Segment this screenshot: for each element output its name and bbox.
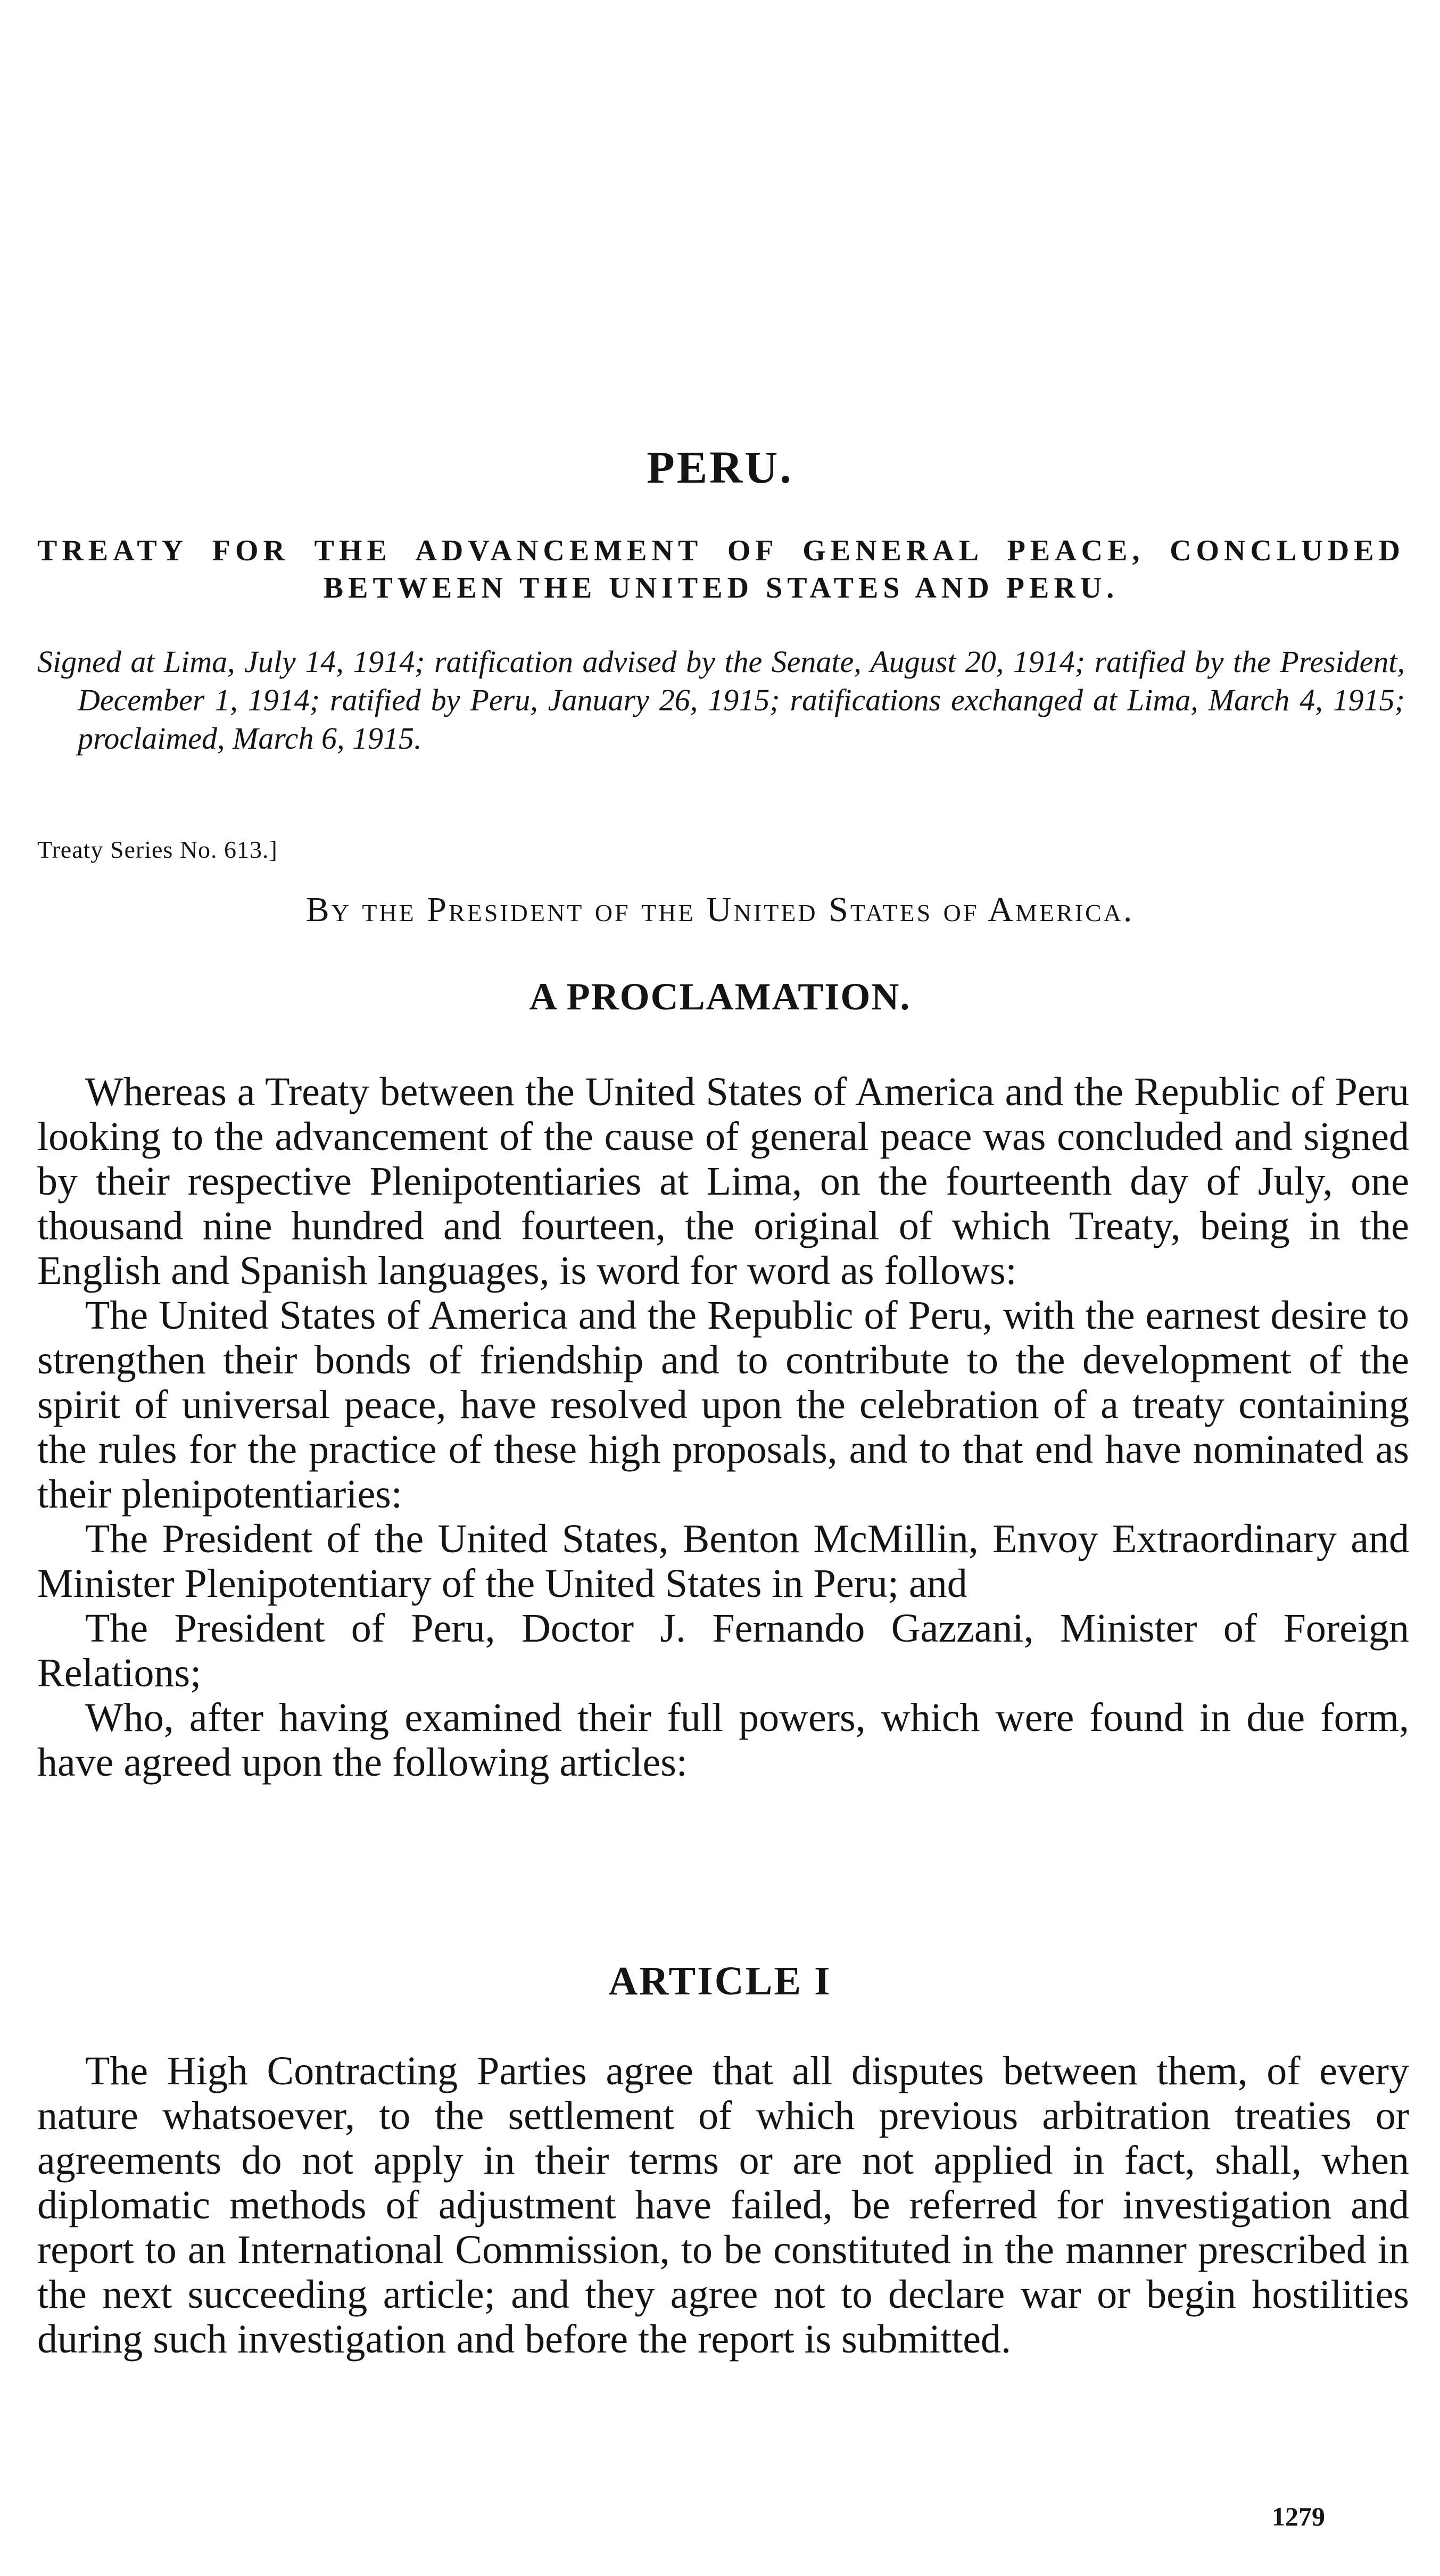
article-body [37, 2049, 1409, 2362]
by-president-line: By the President of the United States of America. [305, 890, 1135, 929]
body-paragraph: The President of Peru, Doctor J. Fernando Gazzani, Minister of Foreign Relations; [37, 1606, 1409, 1695]
treaty-series-note: Treaty Series No. 613.] [37, 836, 278, 863]
article-paragraph: The High Contracting Parties agree that all disputes between them, of every nature whatsoever, to the settlement of which previous arbitration treaties or agreements do not apply in their terms or are not applied in fact, shall, when diplomatic methods of adjustment have failed, be referred for investigation and report to an International Commission, to be constituted in the manner prescribed in the next succeeding article; and they agree not to declare war or begin hostilities during such investigation and before the report is submitted. [37, 2049, 1409, 2362]
ratification-dates-note: Signed at Lima, July 14, 1914; ratification advised by the Senate, August 20, 1914; ratified by the President, December 1, 1914; ratified by Peru, January 26, 1915; ratifications exchanged at Lima, March 4, 1915; proclaimed, March 6, 1915. [37, 644, 1405, 756]
country-heading: PERU. [647, 442, 793, 493]
article-heading: ARTICLE I [608, 1959, 832, 2003]
body-paragraph: Whereas a Treaty between the United States of America and the Republic of Peru looking to the advancement of the cause of general peace was concluded and signed by their respective Plenipotentiaries at Lima, on the fourteenth day of July, one thousand nine hundred and fourteen, the original of which Treaty, being in the English and Spanish languages, is word for word as follows: [37, 1070, 1409, 1293]
body-paragraph: The United States of America and the Republic of Peru, with the earnest desire to strengthen their bonds of friendship and to contribute to the development of the spirit of universal peace, have resolved upon the celebration of a treaty containing the rules for the practice of these high proposals, and to that end have nominated as their plenipotentiaries: [37, 1293, 1409, 1517]
page-number: 1279 [1272, 2502, 1325, 2531]
proclamation-heading: A PROCLAMATION. [529, 975, 911, 1018]
proclamation-body [37, 1070, 1409, 1785]
treaty-title: TREATY FOR THE ADVANCEMENT OF GENERAL PEACE, CONCLUDED BETWEEN THE UNITED STATES AND PERU. [37, 534, 1405, 604]
body-paragraph: Who, after having examined their full powers, which were found in due form, have agreed upon the following articles: [37, 1695, 1409, 1785]
body-paragraph: The President of the United States, Benton McMillin, Envoy Extraordinary and Minister Plenipotentiary of the United States in Peru; and [37, 1517, 1409, 1606]
